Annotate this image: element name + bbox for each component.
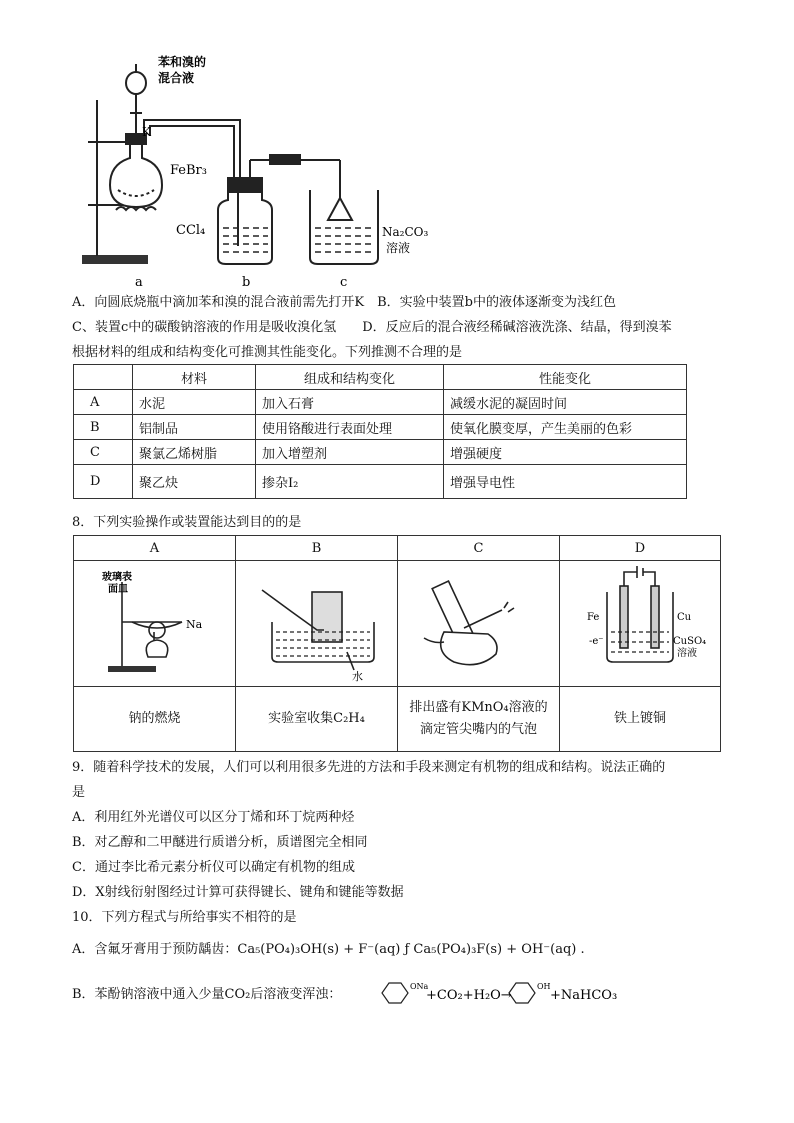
table-cell: 钠的燃烧 — [74, 687, 236, 752]
reaction-middle: +CO₂+H₂O→ — [426, 988, 512, 1003]
label-k: K — [142, 125, 151, 139]
copper-plating-figure — [565, 562, 715, 682]
table-cell: 铁上镀铜 — [560, 687, 721, 752]
label-na: Na — [185, 617, 202, 631]
oh-label: OH — [537, 982, 551, 991]
q10-stem: 10．下列方程式与所给事实不相符的是 — [72, 910, 297, 925]
table-cell: D — [74, 465, 133, 499]
q8-stem: 8．下列实验操作或装置能达到目的的是 — [72, 515, 302, 530]
table-q8 — [73, 535, 721, 752]
table-cell: 聚氯乙烯树脂 — [133, 440, 256, 465]
label-a: a — [135, 275, 143, 290]
apparatus-figure — [70, 50, 430, 290]
table-row — [74, 561, 721, 687]
label-mixture-line1: 苯和溴的 — [158, 55, 207, 69]
label-c: c — [340, 275, 348, 290]
sodium-burning-figure — [80, 562, 230, 682]
table-row — [74, 687, 721, 752]
table-cell: 使用铬酸进行表面处理 — [256, 415, 444, 440]
table-header: B — [236, 536, 398, 561]
figure-cell-d — [560, 561, 721, 687]
q7-stem: 根据材料的组成和结构变化可推测其性能变化。下列推测不合理的是 — [72, 345, 463, 360]
figure-cell-b — [236, 561, 398, 687]
table-header: A — [74, 536, 236, 561]
figure-cell-c — [398, 561, 560, 687]
q7-option-ab: A．向圆底烧瓶中滴加苯和溴的混合液前需先打开K B．实验中装置b中的液体逐渐变为浅红色 — [72, 295, 616, 310]
table-row — [74, 465, 687, 499]
table-header: D — [560, 536, 721, 561]
table-header: C — [398, 536, 560, 561]
ona-label: ONa — [410, 982, 429, 991]
svg-text:玻璃表: 玻璃表 — [101, 571, 132, 583]
label-cuso4: CuSO₄ — [673, 635, 707, 647]
collect-c2h4-figure — [242, 562, 392, 682]
table-cell: 掺杂I₂ — [256, 465, 444, 499]
table-cell: 加入增塑剂 — [256, 440, 444, 465]
label-b: b — [242, 275, 251, 290]
label-ccl4: CCl₄ — [176, 223, 206, 238]
table-cell: 加入石膏 — [256, 390, 444, 415]
q10-b-equation — [372, 975, 622, 1011]
figure-cell-a — [74, 561, 236, 687]
label-solution: 溶液 — [386, 241, 411, 255]
burette-bubble-figure — [404, 562, 554, 682]
label-febr3: FeBr₃ — [170, 163, 207, 178]
q10-a-equation: Ca₅(PO₄)₃OH(s) + F⁻(aq) ƒ Ca₅(PO₄)₃F(s) + OH⁻(aq) . — [237, 942, 585, 957]
label-electron: -e⁻ — [589, 635, 604, 647]
label-fe: Fe — [587, 611, 600, 623]
table-cell: 实验室收集C₂H₄ — [236, 687, 398, 752]
table-row — [74, 536, 721, 561]
label-water: 水 — [351, 669, 363, 682]
table-row — [74, 415, 687, 440]
q9-stem-line2: 是 — [72, 785, 86, 800]
q9-option-a: A．利用红外光谱仪可以区分丁烯和环丁烷两种烃 — [72, 810, 355, 825]
table-cell: 使氧化膜变厚，产生美丽的色彩 — [444, 415, 687, 440]
q7-option-cd: C、装置c中的碳酸钠溶液的作用是吸收溴化氢 D．反应后的混合液经稀碱溶液洗涤、结晶，得到溴苯 — [72, 320, 672, 335]
table-cell — [74, 365, 133, 390]
reaction-tail: +NaHCO₃ — [550, 988, 618, 1003]
q10-option-a — [72, 941, 585, 959]
label-cu: Cu — [677, 611, 692, 623]
table-row — [74, 390, 687, 415]
table-cell: 水泥 — [133, 390, 256, 415]
q9-stem-line1: 9．随着科学技术的发展，人们可以利用很多先进的方法和手段来测定有机物的组成和结构。说法正确的 — [72, 760, 666, 775]
table-cell: 增强导电性 — [444, 465, 687, 499]
table-cell: 减缓水泥的凝固时间 — [444, 390, 687, 415]
table-header: 性能变化 — [444, 365, 687, 390]
label-solution-d: 溶液 — [677, 647, 697, 659]
table-cell: 铝制品 — [133, 415, 256, 440]
q9-option-d: D．X射线衍射图经过计算可获得键长、键角和键能等数据 — [72, 885, 404, 900]
table-row — [74, 365, 687, 390]
q9-option-c: C．通过李比希元素分析仪可以确定有机物的组成 — [72, 860, 355, 875]
table-row — [74, 440, 687, 465]
table-cell: B — [74, 415, 133, 440]
table-cell: 增强硬度 — [444, 440, 687, 465]
table-cell: 聚乙炔 — [133, 465, 256, 499]
table-header: 材料 — [133, 365, 256, 390]
svg-text:面皿: 面皿 — [107, 583, 128, 595]
table-cell: C — [74, 440, 133, 465]
q10-a-prefix: A．含氟牙膏用于预防龋齿： — [72, 942, 238, 957]
table-q7 — [73, 364, 687, 499]
q10-b-prefix: B．苯酚钠溶液中通入少量CO₂后溶液变浑浊： — [72, 987, 342, 1002]
q10-option-b — [72, 986, 341, 1004]
q9-option-b: B．对乙醇和二甲醚进行质谱分析，质谱图完全相同 — [72, 835, 368, 850]
table-cell: A — [74, 390, 133, 415]
table-cell: 排出盛有KMnO₄溶液的滴定管尖嘴内的气泡 — [398, 687, 560, 752]
label-na2co3: Na₂CO₃ — [382, 225, 429, 239]
label-mixture-line2: 混合液 — [158, 71, 195, 85]
table-header: 组成和结构变化 — [256, 365, 444, 390]
